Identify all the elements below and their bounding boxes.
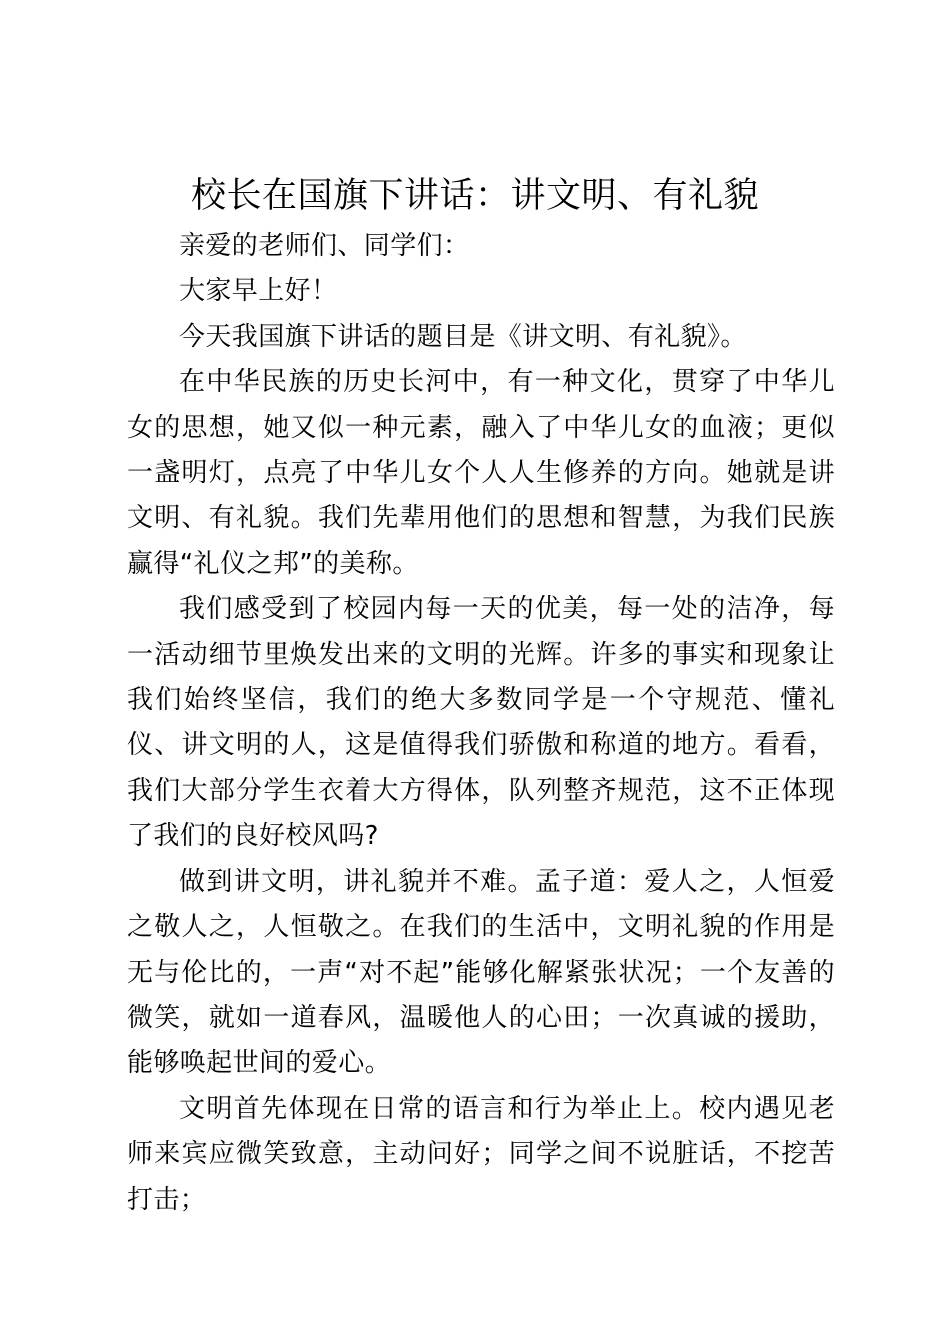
paragraph-behavior: 文明首先体现在日常的语言和行为举止上。校内遇见老师来宾应微笑致意，主动问好；同学之间不说脏话，不挖苦打击； xyxy=(127,1093,835,1215)
paragraph-campus: 我们感受到了校园内每一天的优美，每一处的洁净，每一活动细节里焕发出来的文明的光辉。许多的事实和现象让我们始终坚信，我们的绝大多数同学是一个守规范、懂礼仪、讲文明的人，这是值得我们骄傲和称道的地方。看看，我们大部分学生衣着大方得体，队列整齐规范，这不正体现了我们的良好校风吗? xyxy=(127,594,835,852)
paragraph-history: 在中华民族的历史长河中，有一种文化，贯穿了中华儿女的思想，她又似一种元素，融入了中华儿女的血液；更似一盏明灯，点亮了中华儿女个人人生修养的方向。她就是讲文明、有礼貌。我们先辈用他们的思想和智慧，为我们民族赢得“礼仪之邦”的美称。 xyxy=(127,367,835,579)
document-body xyxy=(127,224,835,1223)
paragraph-good-morning: 大家早上好！ xyxy=(179,276,338,307)
paragraph-greeting: 亲爱的老师们、同学们： xyxy=(179,231,470,261)
paragraph-politeness: 做到讲文明，讲礼貌并不难。孟子道：爱人之，人恒爱之敬人之，人恒敬之。在我们的生活中，文明礼貌的作用是无与伦比的，一声“对不起”能够化解紧张状况；一个友善的微笑，就如一道春风，温暖他人的心田；一次真诚的援助，能够唤起世间的爱心。 xyxy=(127,866,835,1079)
paragraph-topic: 今天我国旗下讲话的题目是《讲文明、有礼貌》。 xyxy=(179,321,747,352)
document-title: 校长在国旗下讲话：讲文明、有礼貌 xyxy=(190,176,759,216)
